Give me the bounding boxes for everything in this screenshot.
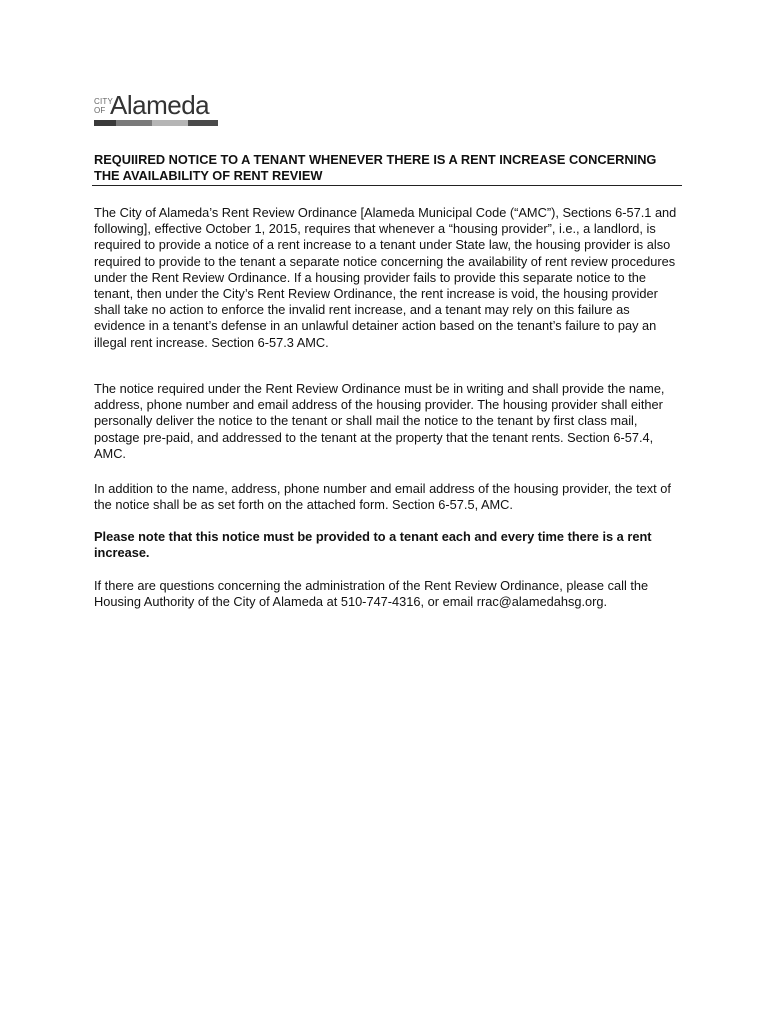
logo-city-text: CITY bbox=[94, 97, 114, 106]
paragraph-contact-info: If there are questions concerning the administration of the Rent Review Ordinance, please call the Housing Authority of the City of Alameda at 510-747-4316, or email rrac@alamedahsg.org. bbox=[94, 578, 649, 610]
paragraph-notice-text: In addition to the name, address, phone number and email address of the housing provider, the text of the notice shall be as set forth on the attached form. Section 6-57.5, AMC. bbox=[94, 481, 671, 513]
logo-of-text: OF bbox=[94, 106, 106, 115]
document-title: REQUIIRED NOTICE TO A TENANT WHENEVER THERE IS A RENT INCREASE CONCERNING THE AVAILABILITY OF RENT REVIEW bbox=[94, 152, 657, 183]
paragraph-ordinance-requirement: The City of Alameda’s Rent Review Ordinance [Alameda Municipal Code (“AMC”), Sections 6-57.1 and following], effective October 1, 2015, requires that whenever a “housing provider”, i.e., a landlord, is required to provide a notice of a rent increase to a tenant under State law, the housing provider is also required to provide to the tenant a separate notice concerning the availability of rent review procedures under the Rent Review Ordinance. If a housing provider fails to provide this separate notice to the tenant, then under the City’s Rent Review Ordinance, the rent increase is void, the housing provider shall take no action to enforce the invalid rent increase, and a tenant may rely on this failure as evidence in a tenant’s defense in an unlawful detainer action based on the tenant’s failure to pay an illegal rent increase. Section 6-57.3 AMC. bbox=[94, 205, 677, 350]
logo-wordmark: Alameda bbox=[110, 90, 210, 120]
paragraph-notice-delivery: The notice required under the Rent Review Ordinance must be in writing and shall provide the name, address, phone number and email address of the housing provider. The housing provider shall either personally deliver the notice to the tenant or shall mail the notice to the tenant by first class mail, postage pre-paid, and addressed to the tenant at the property that the tenant rents. Section 6-57.4, AMC. bbox=[94, 381, 665, 461]
paragraph-important-note: Please note that this notice must be provided to a tenant each and every time there is a rent increase. bbox=[94, 529, 652, 561]
title-underline bbox=[92, 185, 682, 186]
logo-color-bar bbox=[94, 120, 218, 126]
city-of-alameda-logo bbox=[94, 90, 220, 130]
